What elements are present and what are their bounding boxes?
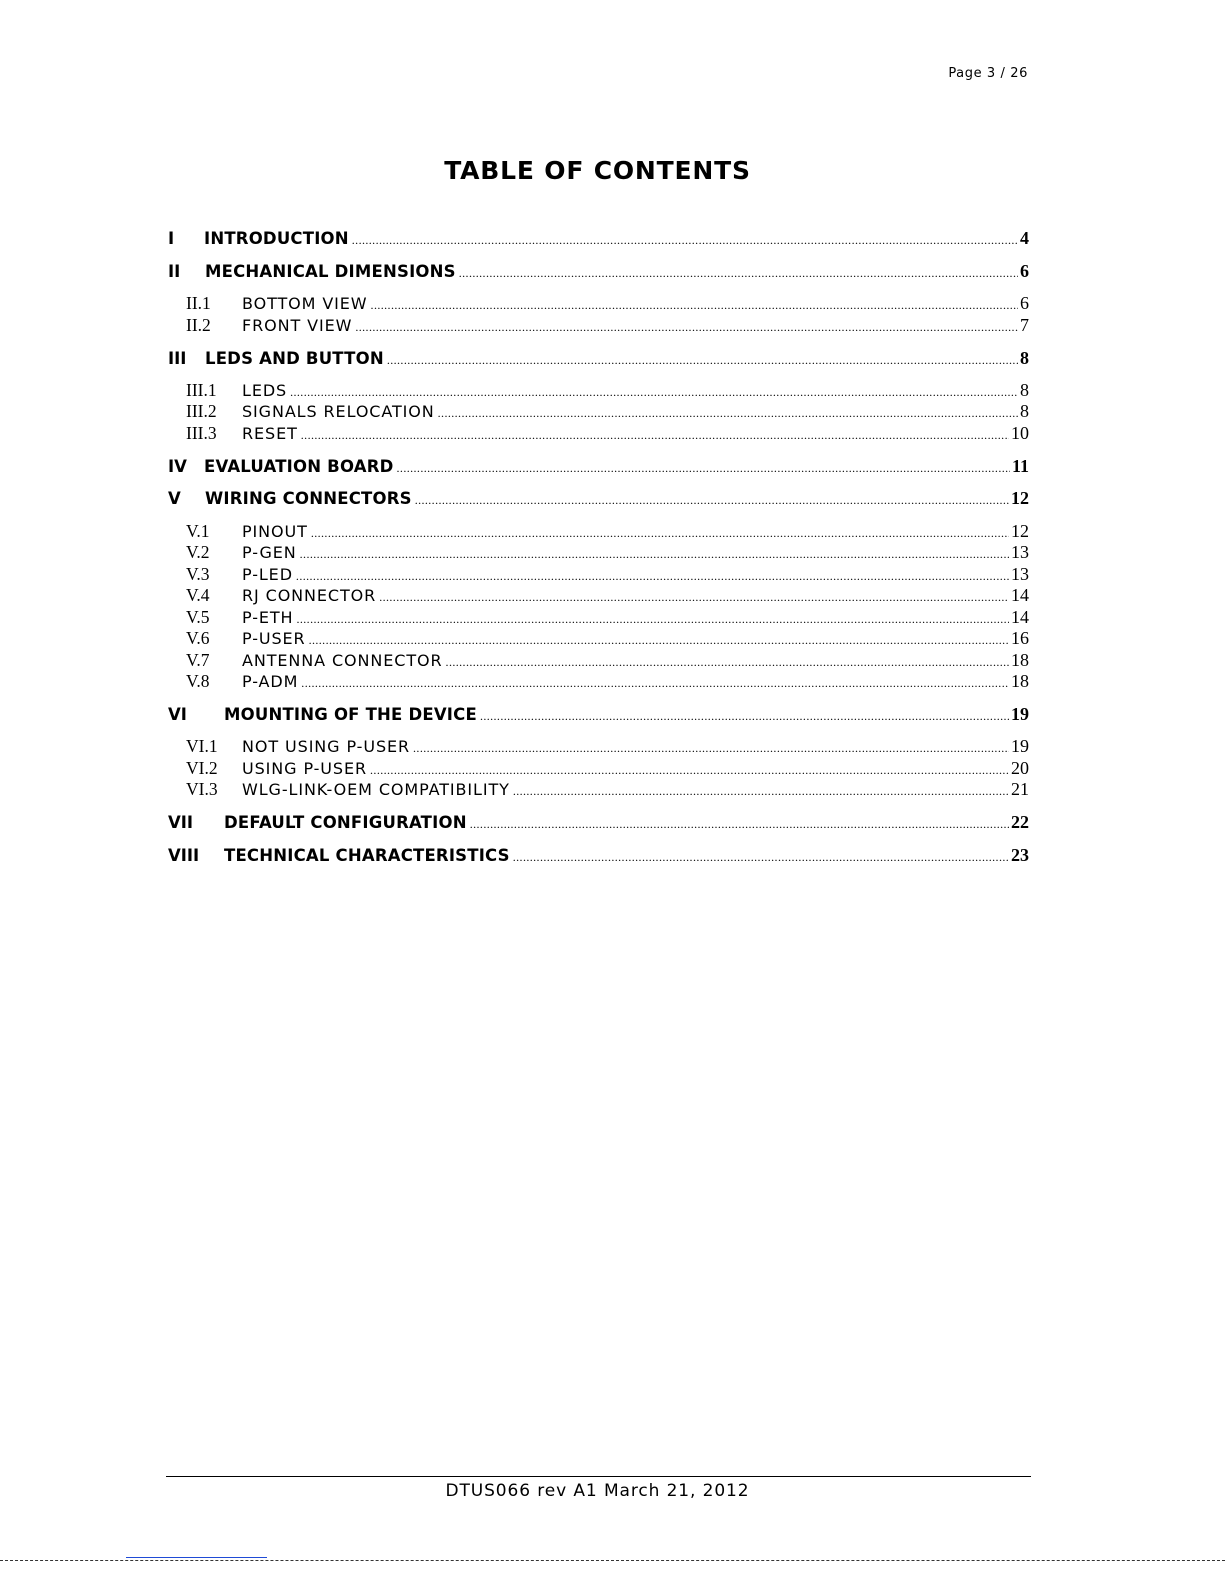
toc-entry-front-view[interactable] xyxy=(168,315,1029,337)
toc-entry-wiring-connectors[interactable] xyxy=(168,488,1029,510)
toc-entry-p-user[interactable] xyxy=(168,628,1029,650)
toc-entry-wlg-link-oem-compatibility[interactable] xyxy=(168,779,1029,801)
toc-entry-title: LEDS xyxy=(242,381,288,400)
toc-entry-page: 12 xyxy=(1011,488,1029,508)
toc-entry-p-led[interactable] xyxy=(168,564,1029,586)
toc-entry-page: 14 xyxy=(1011,585,1029,605)
toc-entry-page: 8 xyxy=(1020,401,1029,421)
toc-entry-number: III.2 xyxy=(186,401,217,421)
toc-entry-title: WIRING CONNECTORS xyxy=(205,489,412,508)
page-break-line xyxy=(0,1560,1225,1561)
toc-entry-number: V.1 xyxy=(186,521,210,541)
toc-dot-leader xyxy=(446,655,1009,670)
toc-entry-number: VIII xyxy=(168,846,200,865)
toc-entry-number: V.6 xyxy=(186,628,210,648)
toc-entry-title: P-USER xyxy=(242,629,306,648)
toc-entry-title: INTRODUCTION xyxy=(204,229,349,248)
toc-entry-evaluation-board[interactable] xyxy=(168,456,1029,478)
toc-entry-page: 13 xyxy=(1011,542,1029,562)
toc-dot-leader xyxy=(301,428,1009,443)
toc-dot-leader xyxy=(397,461,1010,476)
toc-entry-title: P-ADM xyxy=(242,672,299,691)
toc-entry-title: TECHNICAL CHARACTERISTICS xyxy=(224,846,510,865)
toc-dot-leader xyxy=(296,569,1009,584)
toc-entry-not-using-p-user[interactable] xyxy=(168,736,1029,758)
toc-entry-number: III.1 xyxy=(186,380,217,400)
toc-entry-page: 8 xyxy=(1020,380,1029,400)
toc-entry-page: 10 xyxy=(1011,423,1029,443)
toc-dot-leader xyxy=(459,266,1018,281)
toc-entry-number: V.8 xyxy=(186,671,210,691)
toc-entry-antenna-connector[interactable] xyxy=(168,650,1029,672)
toc-entry-title: NOT USING P-USER xyxy=(242,737,411,756)
toc-entry-page: 18 xyxy=(1011,650,1029,670)
toc-entry-mechanical-dimensions[interactable] xyxy=(168,261,1029,283)
toc-entry-number: VI.2 xyxy=(186,758,218,778)
toc-entry-page: 12 xyxy=(1011,521,1029,541)
toc-entry-number: II.2 xyxy=(186,315,211,335)
toc-entry-page: 14 xyxy=(1011,607,1029,627)
toc-entry-p-adm[interactable] xyxy=(168,671,1029,693)
toc-entry-reset[interactable] xyxy=(168,423,1029,445)
toc-entry-number: IV xyxy=(168,457,187,476)
toc-entry-bottom-view[interactable] xyxy=(168,293,1029,315)
toc-dot-leader xyxy=(370,763,1009,778)
toc-entry-page: 13 xyxy=(1011,564,1029,584)
toc-entry-number: VI.1 xyxy=(186,736,218,756)
toc-entry-title: EVALUATION BOARD xyxy=(204,457,394,476)
toc-dot-leader xyxy=(371,298,1018,313)
toc-entry-p-gen[interactable] xyxy=(168,542,1029,564)
toc-entry-number: V.4 xyxy=(186,585,210,605)
toc-entry-title: DEFAULT CONFIGURATION xyxy=(224,813,467,832)
toc-dot-leader xyxy=(513,850,1009,865)
toc-entry-number: III.3 xyxy=(186,423,217,443)
toc-entry-page: 22 xyxy=(1011,812,1029,832)
toc-entry-page: 23 xyxy=(1011,845,1029,865)
toc-entry-page: 21 xyxy=(1011,779,1029,799)
toc-dot-leader xyxy=(513,784,1009,799)
toc-entry-mounting-of-the-device[interactable] xyxy=(168,704,1029,726)
toc-entry-technical-characteristics[interactable] xyxy=(168,845,1029,867)
toc-dot-leader xyxy=(311,526,1009,541)
toc-dot-leader xyxy=(413,741,1009,756)
toc-entry-title: FRONT VIEW xyxy=(242,316,353,335)
toc-entry-page: 16 xyxy=(1011,628,1029,648)
toc-entry-title: P-LED xyxy=(242,565,293,584)
toc-entry-title: LEDS AND BUTTON xyxy=(205,349,384,368)
toc-entry-number: VII xyxy=(168,813,194,832)
toc-entry-p-eth[interactable] xyxy=(168,607,1029,629)
toc-entry-pinout[interactable] xyxy=(168,521,1029,543)
toc-entry-page: 19 xyxy=(1011,736,1029,756)
toc-entry-rj-connector[interactable] xyxy=(168,585,1029,607)
toc-dot-leader xyxy=(301,676,1009,691)
toc-entry-signals-relocation[interactable] xyxy=(168,401,1029,423)
toc-entry-number: V xyxy=(168,489,181,508)
toc-entry-title: RJ CONNECTOR xyxy=(242,586,377,605)
page-number-header: Page 3 / 26 xyxy=(948,66,1028,81)
toc-entry-number: III xyxy=(168,349,187,368)
toc-entry-title: ANTENNA CONNECTOR xyxy=(242,651,443,670)
toc-dot-leader xyxy=(438,406,1018,421)
toc-entry-leds-and-button[interactable] xyxy=(168,348,1029,370)
toc-entry-number: II xyxy=(168,262,181,281)
toc-dot-leader xyxy=(480,709,1009,724)
toc-entry-title: P-GEN xyxy=(242,543,297,562)
toc-dot-leader xyxy=(296,612,1009,627)
toc-entry-page: 8 xyxy=(1020,348,1029,368)
toc-entry-page: 11 xyxy=(1011,456,1029,476)
toc-entry-title: RESET xyxy=(242,424,298,443)
toc-entry-title: WLG-LINK-OEM COMPATIBILITY xyxy=(242,780,510,799)
toc-entry-page: 19 xyxy=(1011,704,1029,724)
toc-dot-leader xyxy=(355,320,1018,335)
toc-entry-number: V.7 xyxy=(186,650,210,670)
toc-entry-number: V.5 xyxy=(186,607,210,627)
toc-entry-using-p-user[interactable] xyxy=(168,758,1029,780)
toc-dot-leader xyxy=(379,590,1009,605)
toc-dot-leader xyxy=(300,547,1009,562)
toc-entry-title: MECHANICAL DIMENSIONS xyxy=(205,262,456,281)
toc-entry-number: V.2 xyxy=(186,542,210,562)
toc-entry-title: MOUNTING OF THE DEVICE xyxy=(224,705,477,724)
toc-entry-page: 18 xyxy=(1011,671,1029,691)
toc-entry-number: I xyxy=(168,229,175,248)
page-edge-link-underline xyxy=(126,1557,267,1558)
toc-entry-page: 6 xyxy=(1020,261,1029,281)
footer-document-reference: DTUS066 rev A1 March 21, 2012 xyxy=(445,1481,750,1501)
toc-title: TABLE OF CONTENTS xyxy=(444,156,751,185)
toc-entry-title: P-ETH xyxy=(242,608,294,627)
toc-entry-default-configuration[interactable] xyxy=(168,812,1029,834)
toc-entry-number: V.3 xyxy=(186,564,210,584)
toc-entry-page: 6 xyxy=(1020,293,1029,313)
toc-entry-title: BOTTOM VIEW xyxy=(242,294,368,313)
toc-entry-page: 4 xyxy=(1020,228,1029,248)
toc-entry-number: VI.3 xyxy=(186,779,218,799)
toc-dot-leader xyxy=(470,817,1009,832)
toc-entry-title: PINOUT xyxy=(242,522,308,541)
toc-entry-number: VI xyxy=(168,705,187,724)
toc-entry-page: 7 xyxy=(1020,315,1029,335)
toc-dot-leader xyxy=(290,385,1018,400)
toc-dot-leader xyxy=(387,353,1018,368)
toc-entry-title: SIGNALS RELOCATION xyxy=(242,402,435,421)
toc-entry-leds[interactable] xyxy=(168,380,1029,402)
toc-dot-leader xyxy=(352,233,1018,248)
toc-entry-number: II.1 xyxy=(186,293,211,313)
toc-dot-leader xyxy=(309,633,1009,648)
footer-divider xyxy=(166,1476,1031,1477)
toc-entry-introduction[interactable] xyxy=(168,228,1029,250)
toc-entry-page: 20 xyxy=(1011,758,1029,778)
toc-entry-title: USING P-USER xyxy=(242,759,368,778)
toc-dot-leader xyxy=(415,493,1009,508)
